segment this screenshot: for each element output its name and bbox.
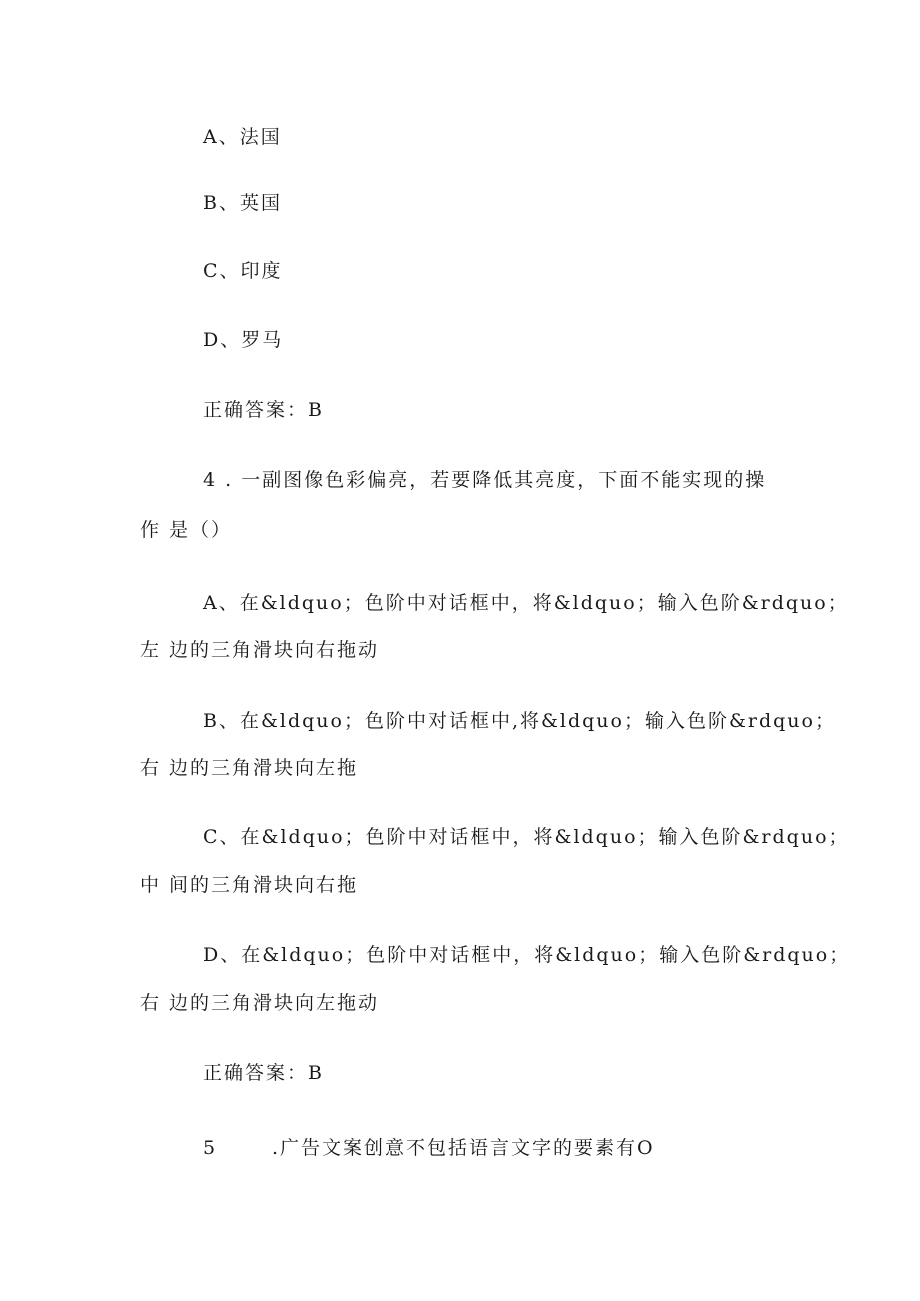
q4-question-line1: 4 . 一副图像色彩偏亮，若要降低其亮度，下面不能实现的操 [203,469,767,491]
q4-option-b-line1: B、在&ldquo；色阶中对话框中,将&ldquo；输入色阶&rdquo； [203,710,836,732]
q4-option-d-line1: D、在&ldquo；色阶中对话框中，将&ldquo；输入色阶&rdquo； [203,944,851,966]
q3-answer: 正确答案：B [203,399,324,421]
q3-option-d: D、罗马 [203,329,284,351]
q3-option-a: A、法国 [203,126,282,148]
q3-option-b: B、英国 [203,192,282,214]
q4-option-b-line2: 右 边的三角滑块向左拖 [140,757,359,779]
q5-number: 5 [203,1137,218,1159]
q4-option-d-line2: 右 边的三角滑块向左拖动 [140,992,380,1014]
q5-text: .广告文案创意不包括语言文字的要素有O [272,1137,655,1159]
q3-option-c: C、印度 [203,260,283,282]
q4-answer: 正确答案：B [203,1062,324,1084]
q4-question-line2: 作 是（） [140,519,233,541]
q4-option-a-line2: 左 边的三角滑块向右拖动 [140,639,380,661]
q4-option-c-line2: 中 间的三角滑块向右拖 [140,874,359,896]
q4-option-a-line1: A、在&ldquo；色阶中对话框中，将&ldquo；输入色阶&rdquo； [203,592,849,614]
q4-option-c-line1: C、在&ldquo；色阶中对话框中，将&ldquo；输入色阶&rdquo； [203,826,850,848]
